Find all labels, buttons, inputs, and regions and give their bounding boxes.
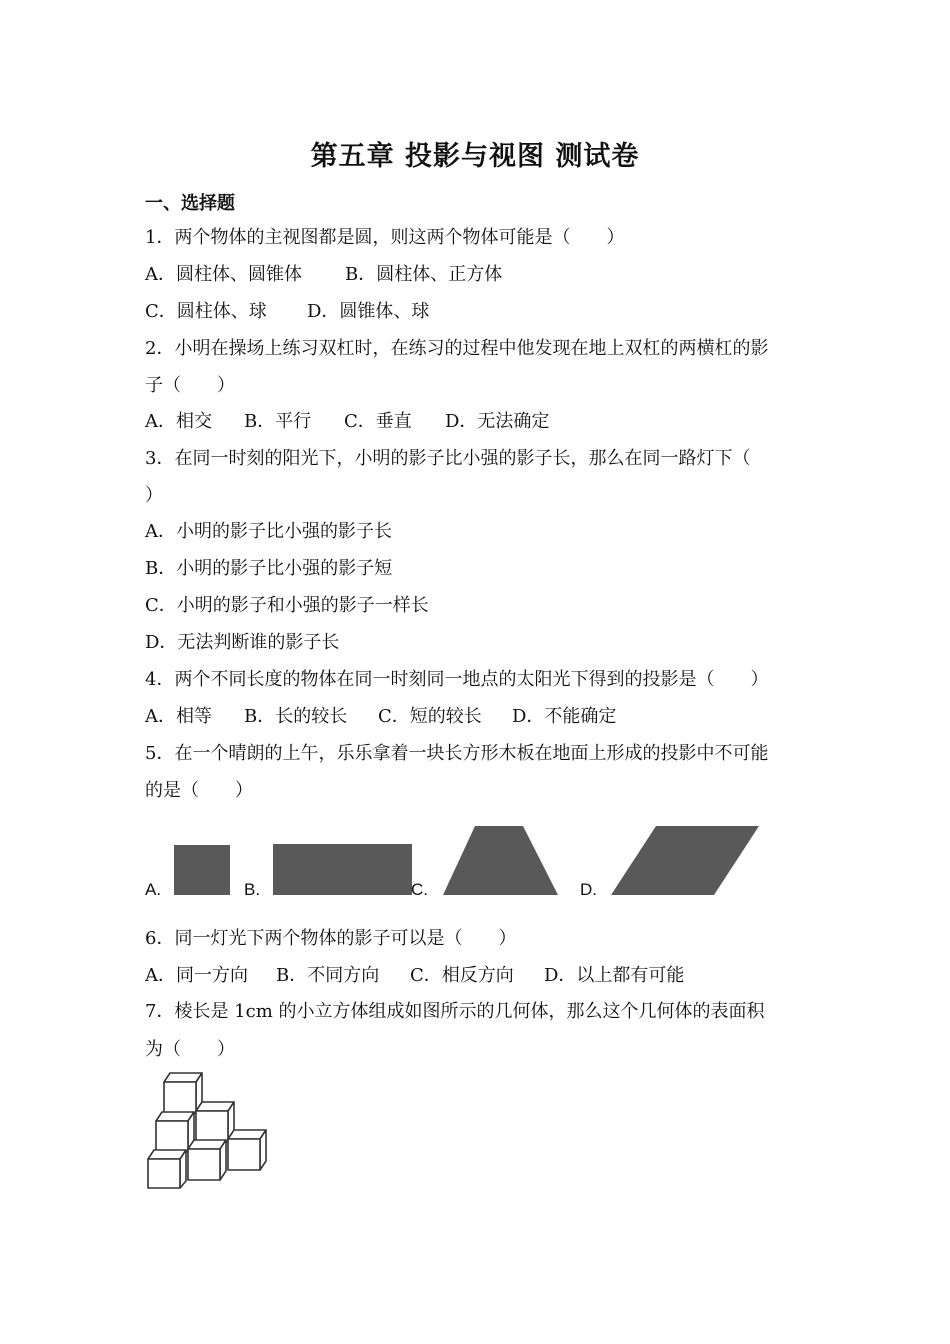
question-6-options [145,964,815,988]
parallelogram-shadow-shape [611,826,760,896]
question-1-options [145,263,815,287]
question-4-stem: 4．两个不同长度的物体在同一时刻同一地点的太阳光下得到的投影是（ ） [145,669,769,690]
question-6-stem: 6．同一灯光下两个物体的影子可以是（ ） [145,928,517,949]
q2-option-d: D．无法确定 [445,411,550,432]
cube-mid-left [156,1112,194,1152]
question-3-stem-cont: ） [145,485,163,506]
q1-option-a: A．圆柱体、圆锥体 [145,264,302,285]
question-5-stem-cont: 的是（ ） [145,780,253,801]
q4-option-d: D．不能确定 [512,706,617,727]
section-heading: 一、选择题 [145,193,235,214]
q2-option-a: A．相交 [145,411,212,432]
cube-bottom-right [228,1130,266,1170]
cube-bottom-middle [188,1140,226,1180]
q5-label-b: B. [244,880,261,899]
question-4-options [145,705,815,729]
trapezoid-shadow-shape [443,826,559,896]
q6-option-a: A．同一方向 [145,965,248,986]
stacked-cubes-figure [140,1068,275,1193]
cube-top [164,1073,202,1113]
question-2-stem-cont: 子（ ） [145,375,235,396]
question-1-stem: 1．两个物体的主视图都是圆，则这两个物体可能是（ ） [145,227,625,248]
question-5-stem: 5．在一个晴朗的上午，乐乐拿着一块长方形木板在地面上形成的投影中不可能 [145,743,769,764]
q4-option-c: C．短的较长 [378,706,482,727]
q1-option-c: C．圆柱体、球 [145,301,267,322]
question-7-stem-cont: 为（ ） [145,1039,235,1060]
q5-label-a: A. [145,880,162,899]
q3-option-d: D．无法判断谁的影子长 [145,632,340,653]
cube-bottom-left [148,1150,186,1188]
q5-label-c: C. [411,880,428,899]
question-7-stem: 7．棱长是 1cm 的小立方体组成如图所示的几何体，那么这个几何体的表面积 [145,1001,765,1022]
q2-option-c: C．垂直 [344,411,412,432]
question-2-stem: 2．小明在操场上练习双杠时，在练习的过程中他发现在地上双杠的两横杠的影 [145,338,769,359]
q2-option-b: B．平行 [244,411,312,432]
q4-option-a: A．相等 [145,706,212,727]
q5-label-d: D. [580,880,597,899]
cube-mid-right [196,1102,234,1142]
q6-option-c: C．相反方向 [410,965,514,986]
square-shadow-shape [174,845,232,897]
question-3-stem: 3．在同一时刻的阳光下，小明的影子比小强的影子长，那么在同一路灯下（ [145,448,751,469]
page-title: 第五章 投影与视图 测试卷 [310,141,640,172]
rectangle-shadow-shape [273,844,413,896]
q3-option-b: B．小明的影子比小强的影子短 [145,558,393,579]
q6-option-d: D．以上都有可能 [544,965,685,986]
q4-option-b: B．长的较长 [244,706,348,727]
q1-option-b: B．圆柱体、正方体 [345,264,503,285]
question-2-options [145,410,815,434]
q3-option-a: A．小明的影子比小强的影子长 [145,521,392,542]
question-1-options-2 [145,300,815,324]
q6-option-b: B．不同方向 [276,965,380,986]
q1-option-d: D．圆锥体、球 [307,301,430,322]
q3-option-c: C．小明的影子和小强的影子一样长 [145,595,429,616]
